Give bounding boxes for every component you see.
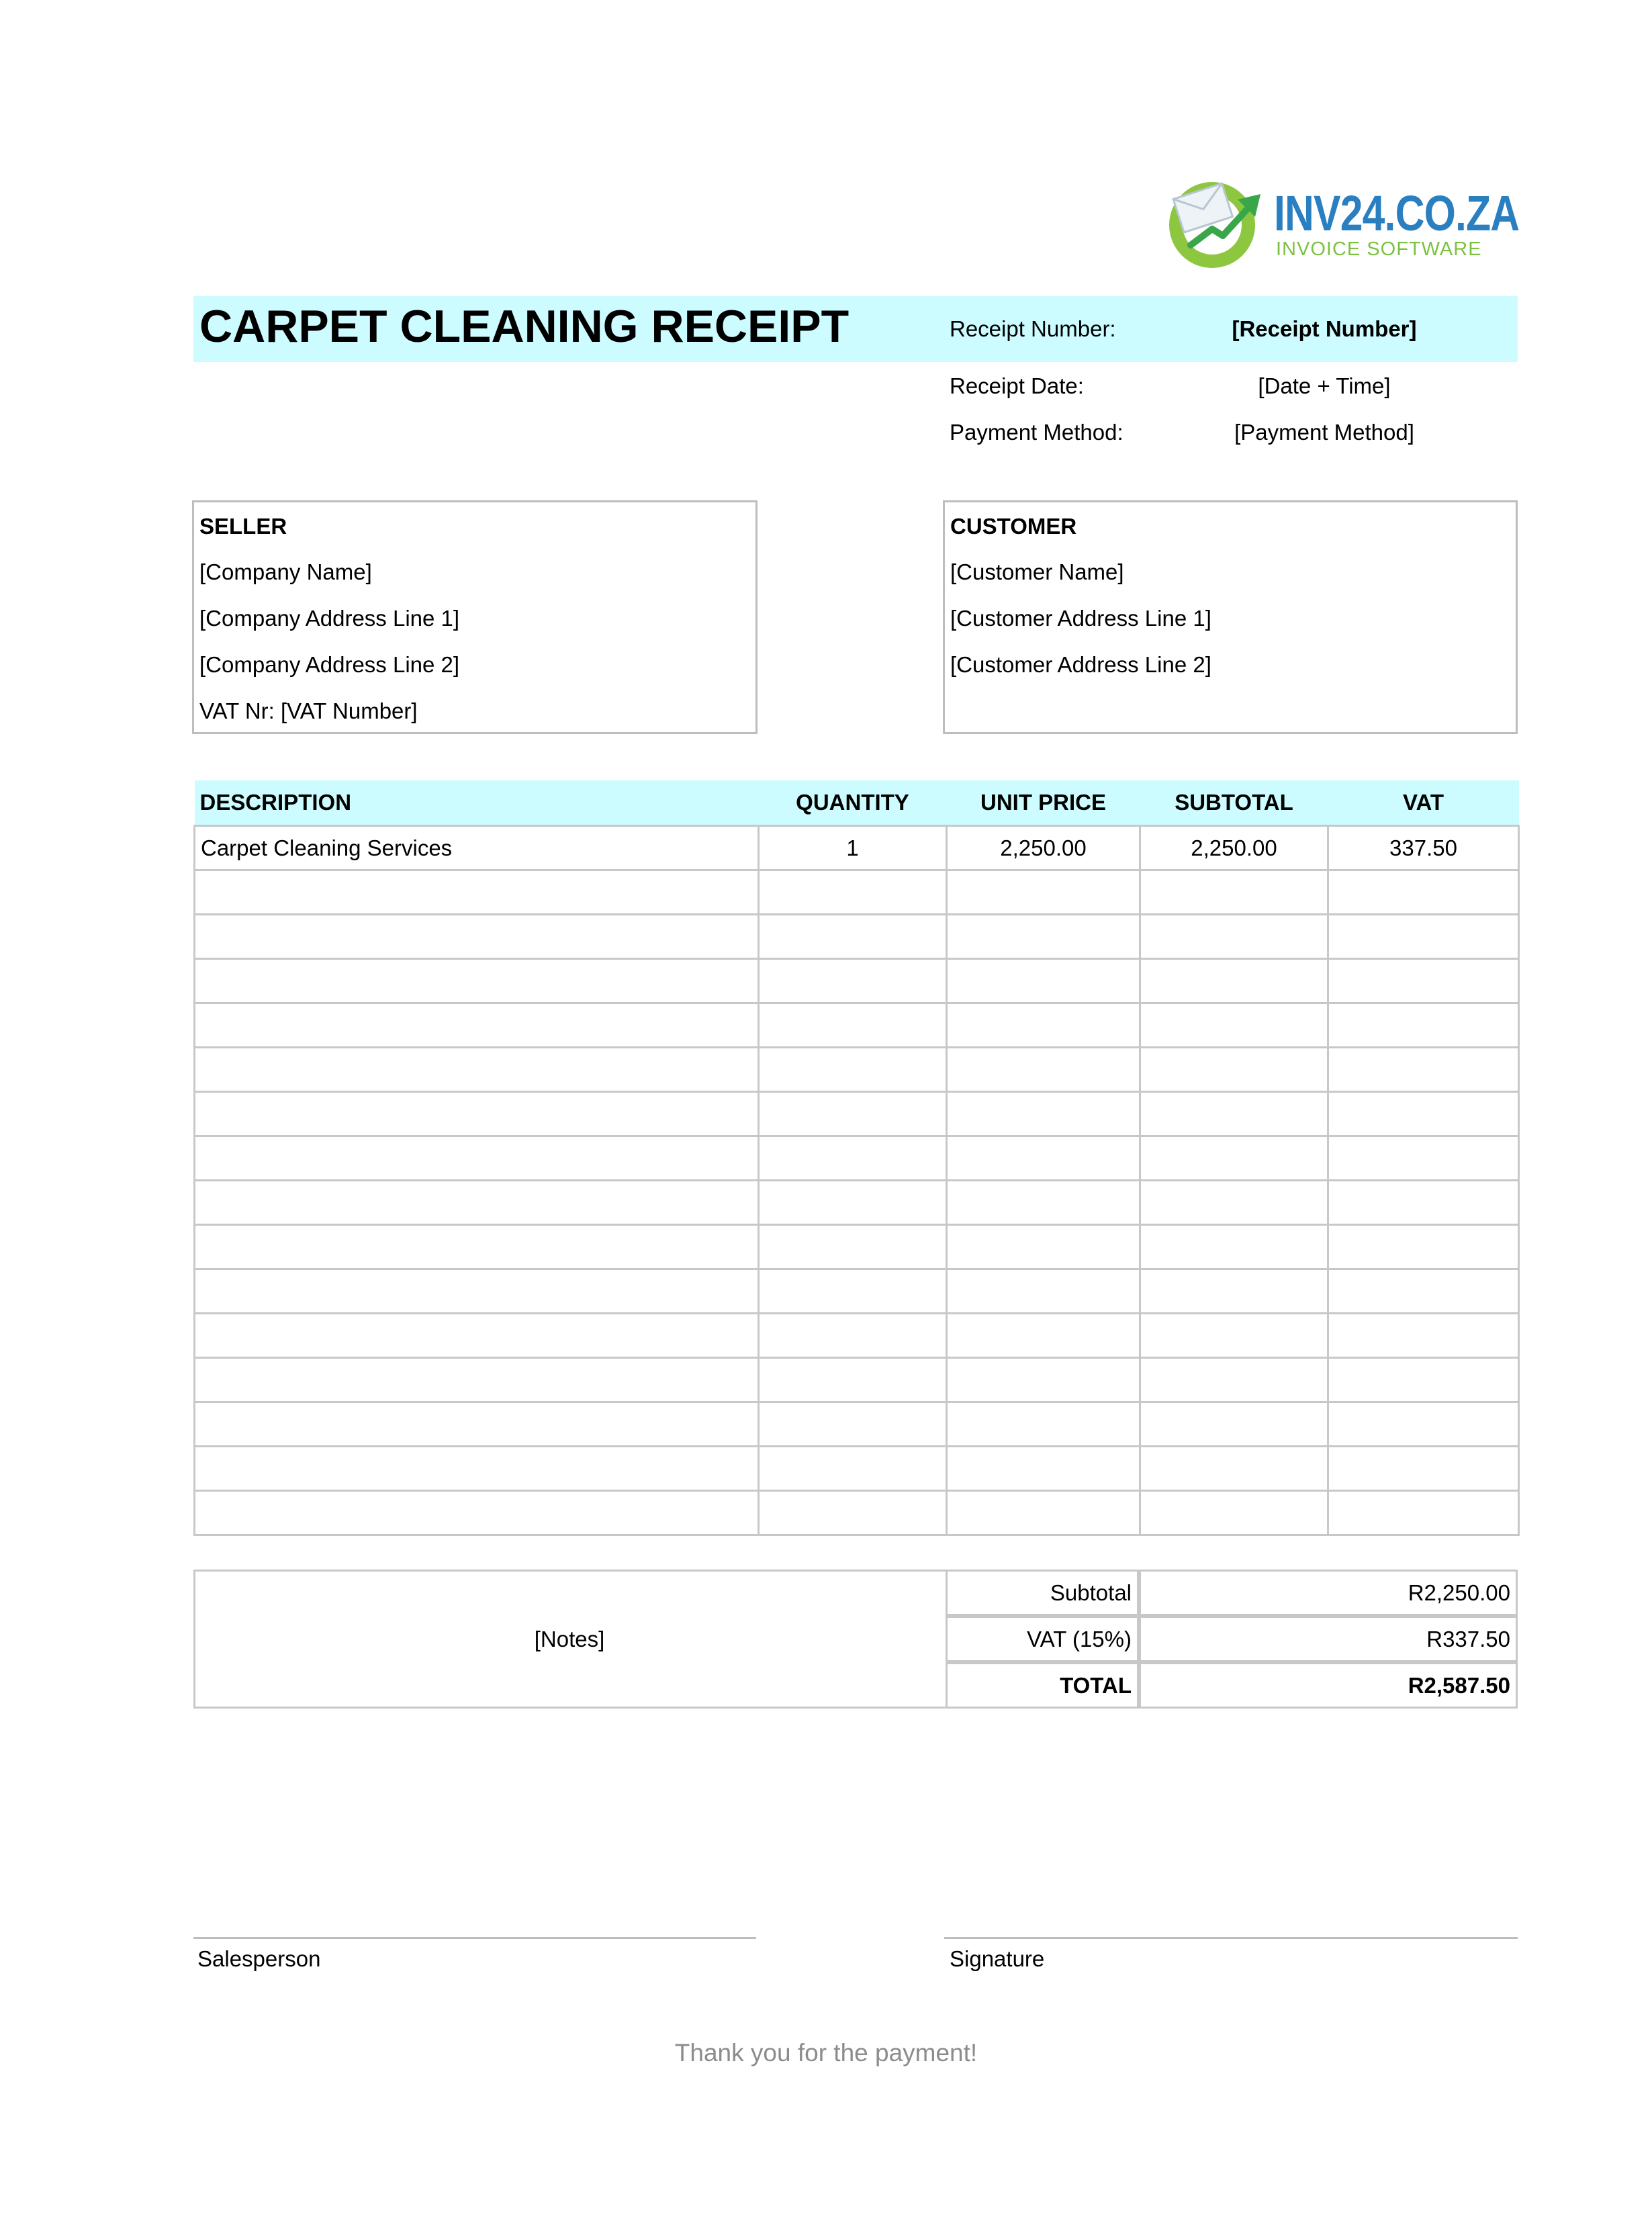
item-unit-price <box>947 1358 1140 1402</box>
item-quantity <box>759 1181 947 1225</box>
item-description <box>195 1491 759 1535</box>
item-vat <box>1328 1358 1519 1402</box>
item-subtotal <box>1140 1092 1328 1136</box>
customer-address-line-1: [Customer Address Line 1] <box>950 606 1211 631</box>
item-subtotal: 2,250.00 <box>1140 826 1328 870</box>
item-subtotal <box>1140 1491 1328 1535</box>
document-title: CARPET CLEANING RECEIPT <box>199 301 850 352</box>
seller-company-name: [Company Name] <box>199 559 372 584</box>
item-description <box>195 1402 759 1447</box>
item-unit-price <box>947 959 1140 1003</box>
item-vat <box>1328 1402 1519 1447</box>
item-description <box>195 1447 759 1491</box>
item-unit-price <box>947 1447 1140 1491</box>
item-description <box>195 1136 759 1181</box>
payment-method-value: [Payment Method] <box>1234 420 1414 445</box>
col-unit-price: UNIT PRICE <box>947 780 1140 826</box>
notes-field: [Notes] <box>534 1626 605 1651</box>
item-description <box>195 870 759 915</box>
col-vat: VAT <box>1328 780 1519 826</box>
item-subtotal <box>1140 1402 1328 1447</box>
item-quantity <box>759 1092 947 1136</box>
item-unit-price <box>947 1181 1140 1225</box>
item-quantity <box>759 1136 947 1181</box>
item-subtotal <box>1140 1447 1328 1491</box>
item-description <box>195 1181 759 1225</box>
item-unit-price <box>947 1048 1140 1092</box>
item-quantity <box>759 870 947 915</box>
seller-address-line-2: [Company Address Line 2] <box>199 652 460 677</box>
item-vat <box>1328 870 1519 915</box>
item-subtotal <box>1140 1358 1328 1402</box>
item-vat <box>1328 1269 1519 1314</box>
item-subtotal <box>1140 915 1328 959</box>
items-table <box>193 780 1520 1536</box>
receipt-number-value: [Receipt Number] <box>1232 316 1417 341</box>
table-row <box>195 1491 1519 1535</box>
table-row <box>195 1402 1519 1447</box>
seller-address-line-1: [Company Address Line 1] <box>199 606 460 631</box>
col-subtotal: SUBTOTAL <box>1140 780 1328 826</box>
item-subtotal <box>1140 1314 1328 1358</box>
customer-name: [Customer Name] <box>950 559 1124 584</box>
item-vat <box>1328 1136 1519 1181</box>
table-row <box>195 1447 1519 1491</box>
item-subtotal <box>1140 1269 1328 1314</box>
item-subtotal <box>1140 959 1328 1003</box>
item-vat <box>1328 1447 1519 1491</box>
item-vat <box>1328 1314 1519 1358</box>
items-header-row <box>195 780 1519 826</box>
item-unit-price <box>947 915 1140 959</box>
salesperson-label: Salesperson <box>197 1946 321 1971</box>
total-row <box>946 1662 1518 1709</box>
table-row <box>195 1181 1519 1225</box>
signature-line <box>944 1937 1518 1939</box>
item-vat <box>1328 1225 1519 1269</box>
item-unit-price <box>947 1491 1140 1535</box>
item-unit-price: 2,250.00 <box>947 826 1140 870</box>
company-logo <box>1165 171 1520 272</box>
table-row <box>195 1092 1519 1136</box>
item-description <box>195 1048 759 1092</box>
table-row <box>195 1003 1519 1048</box>
table-row <box>195 1136 1519 1181</box>
item-quantity <box>759 1491 947 1535</box>
table-row <box>195 1269 1519 1314</box>
item-vat <box>1328 1003 1519 1048</box>
item-unit-price <box>947 1402 1140 1447</box>
item-quantity <box>759 1225 947 1269</box>
thank-you-message: Thank you for the payment! <box>674 2039 978 2067</box>
item-description <box>195 1314 759 1358</box>
item-quantity <box>759 1003 947 1048</box>
item-subtotal <box>1140 1003 1328 1048</box>
item-quantity <box>759 1358 947 1402</box>
signature-label: Signature <box>950 1946 1045 1971</box>
item-vat <box>1328 1181 1519 1225</box>
seller-vat-number: VAT Nr: [VAT Number] <box>199 698 418 723</box>
item-unit-price <box>947 1136 1140 1181</box>
item-unit-price <box>947 1092 1140 1136</box>
item-description <box>195 1003 759 1048</box>
subtotal-label: Subtotal <box>946 1570 1139 1616</box>
rising-arrow-envelope-icon <box>1165 175 1266 269</box>
vat-row <box>946 1616 1518 1662</box>
item-quantity <box>759 1447 947 1491</box>
item-unit-price <box>947 1269 1140 1314</box>
item-vat <box>1328 1048 1519 1092</box>
customer-box <box>943 500 1518 734</box>
table-row <box>195 826 1519 870</box>
item-description <box>195 1269 759 1314</box>
item-description <box>195 1358 759 1402</box>
table-row <box>195 959 1519 1003</box>
item-quantity <box>759 915 947 959</box>
item-unit-price <box>947 870 1140 915</box>
item-quantity <box>759 1314 947 1358</box>
item-unit-price <box>947 1225 1140 1269</box>
item-subtotal <box>1140 1048 1328 1092</box>
item-quantity <box>759 1402 947 1447</box>
col-description: DESCRIPTION <box>195 780 759 826</box>
seller-box <box>192 500 758 734</box>
item-unit-price <box>947 1314 1140 1358</box>
item-description <box>195 1225 759 1269</box>
payment-method-label: Payment Method: <box>950 420 1123 445</box>
table-row <box>195 1358 1519 1402</box>
table-row <box>195 1314 1519 1358</box>
salesperson-line <box>193 1937 756 1939</box>
item-description <box>195 1092 759 1136</box>
item-vat <box>1328 1092 1519 1136</box>
item-subtotal <box>1140 1136 1328 1181</box>
item-quantity: 1 <box>759 826 947 870</box>
customer-heading: CUSTOMER <box>950 514 1077 539</box>
item-vat <box>1328 959 1519 1003</box>
logo-brand-text: INV24.CO.ZA <box>1274 185 1520 241</box>
receipt-date-value: [Date + Time] <box>1258 373 1391 398</box>
item-subtotal <box>1140 1225 1328 1269</box>
item-subtotal <box>1140 870 1328 915</box>
item-vat: 337.50 <box>1328 826 1519 870</box>
customer-address-line-2: [Customer Address Line 2] <box>950 652 1211 677</box>
item-quantity <box>759 959 947 1003</box>
col-quantity: QUANTITY <box>759 780 947 826</box>
vat-label: VAT (15%) <box>946 1616 1139 1662</box>
table-row <box>195 870 1519 915</box>
item-description <box>195 959 759 1003</box>
receipt-number-label: Receipt Number: <box>950 316 1116 341</box>
table-row <box>195 1225 1519 1269</box>
item-quantity <box>759 1048 947 1092</box>
vat-value: R337.50 <box>1139 1616 1518 1662</box>
item-subtotal <box>1140 1181 1328 1225</box>
item-description: Carpet Cleaning Services <box>195 826 759 870</box>
table-row <box>195 1048 1519 1092</box>
item-vat <box>1328 1491 1519 1535</box>
subtotal-value: R2,250.00 <box>1139 1570 1518 1616</box>
item-description <box>195 915 759 959</box>
table-row <box>195 915 1519 959</box>
subtotal-row <box>946 1570 1518 1616</box>
logo-tagline: INVOICE SOFTWARE <box>1276 238 1482 260</box>
seller-heading: SELLER <box>199 514 287 539</box>
total-value: R2,587.50 <box>1139 1662 1518 1709</box>
item-quantity <box>759 1269 947 1314</box>
item-unit-price <box>947 1003 1140 1048</box>
receipt-date-label: Receipt Date: <box>950 373 1084 398</box>
total-label: TOTAL <box>946 1662 1139 1709</box>
item-vat <box>1328 915 1519 959</box>
